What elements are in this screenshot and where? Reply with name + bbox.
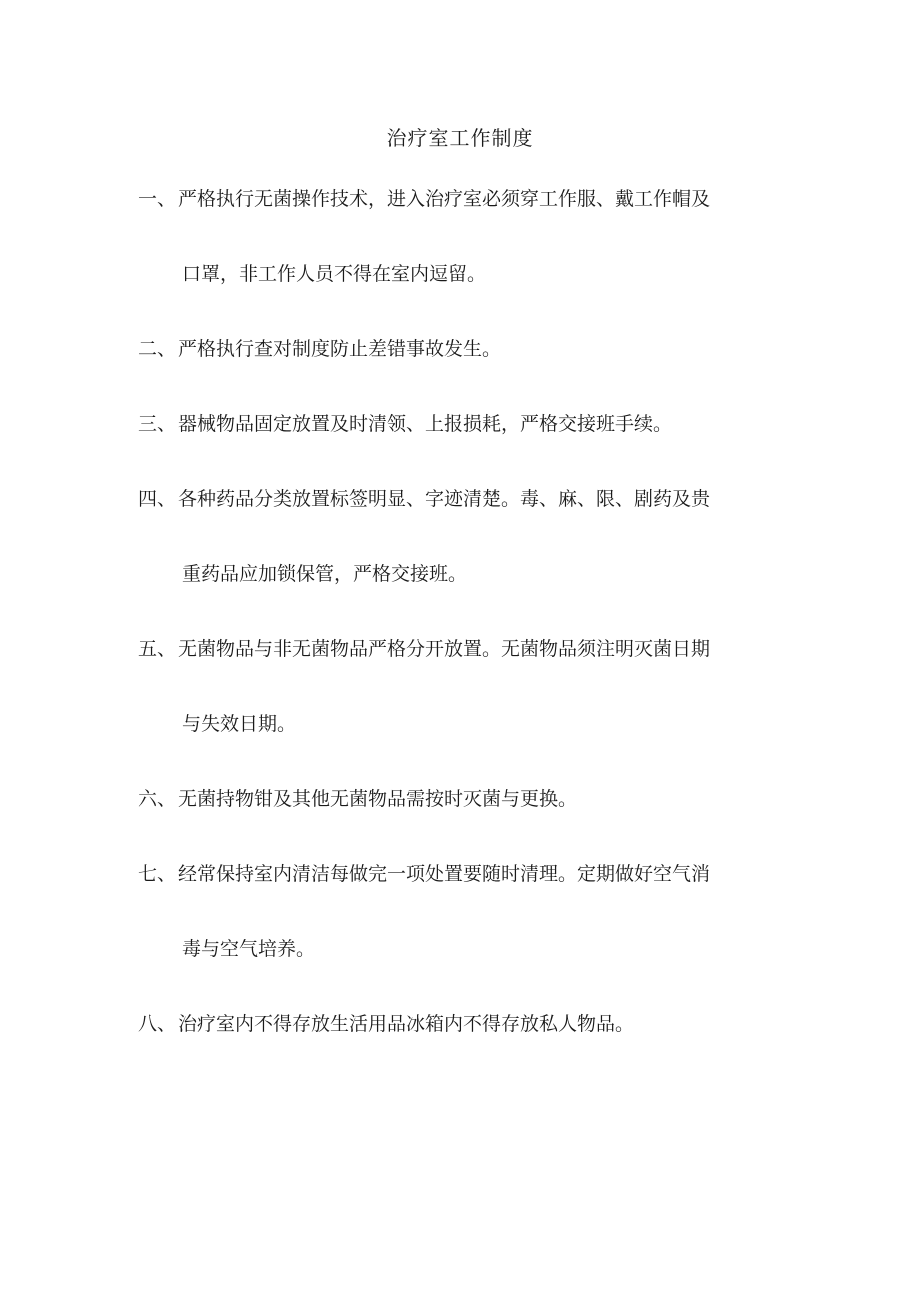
rule-number: 五、 xyxy=(138,638,177,660)
rule-text-continued: 毒与空气培养。 xyxy=(182,938,316,960)
rule-text: 无菌持物钳及其他无菌物品需按时灭菌与更换。 xyxy=(178,788,578,810)
rule-number: 七、 xyxy=(138,863,177,885)
rule-number: 二、 xyxy=(138,338,177,360)
rule-item-6 xyxy=(138,762,748,837)
rule-text: 治疗室内不得存放生活用品冰箱内不得存放私人物品。 xyxy=(178,1013,635,1035)
rule-text: 严格执行无菌操作技术，进入治疗室必须穿工作服、戴工作帽及 xyxy=(178,188,711,210)
rule-text-continued: 与失效日期。 xyxy=(182,713,297,735)
rule-number: 一、 xyxy=(138,188,177,210)
rule-item-4 xyxy=(138,462,748,612)
rule-item-7 xyxy=(138,837,748,987)
rule-text: 无菌物品与非无菌物品严格分开放置。无菌物品须注明灭菌日期 xyxy=(178,638,711,660)
rule-number: 六、 xyxy=(138,788,177,810)
page-title: 治疗室工作制度 xyxy=(386,126,534,150)
rule-item-2 xyxy=(138,312,748,387)
rule-text: 器械物品固定放置及时清领、上报损耗，严格交接班手续。 xyxy=(178,413,673,435)
rule-item-5 xyxy=(138,612,748,762)
rule-item-8 xyxy=(138,987,748,1062)
rule-list xyxy=(138,186,748,1062)
rule-number: 三、 xyxy=(138,413,177,435)
rule-text-continued: 口罩，非工作人员不得在室内逗留。 xyxy=(182,263,487,285)
rule-number: 八、 xyxy=(138,1013,177,1035)
rule-text: 各种药品分类放置标签明显、字迹清楚。毒、麻、限、剧药及贵 xyxy=(178,488,711,510)
rule-text: 经常保持室内清洁每做完一项处置要随时清理。定期做好空气消 xyxy=(178,863,711,885)
rule-text-continued: 重药品应加锁保管，严格交接班。 xyxy=(182,563,468,585)
rule-number: 四、 xyxy=(138,488,177,510)
rule-item-3 xyxy=(138,387,748,462)
rule-item-1 xyxy=(138,162,748,312)
rule-text: 严格执行查对制度防止差错事故发生。 xyxy=(178,338,502,360)
